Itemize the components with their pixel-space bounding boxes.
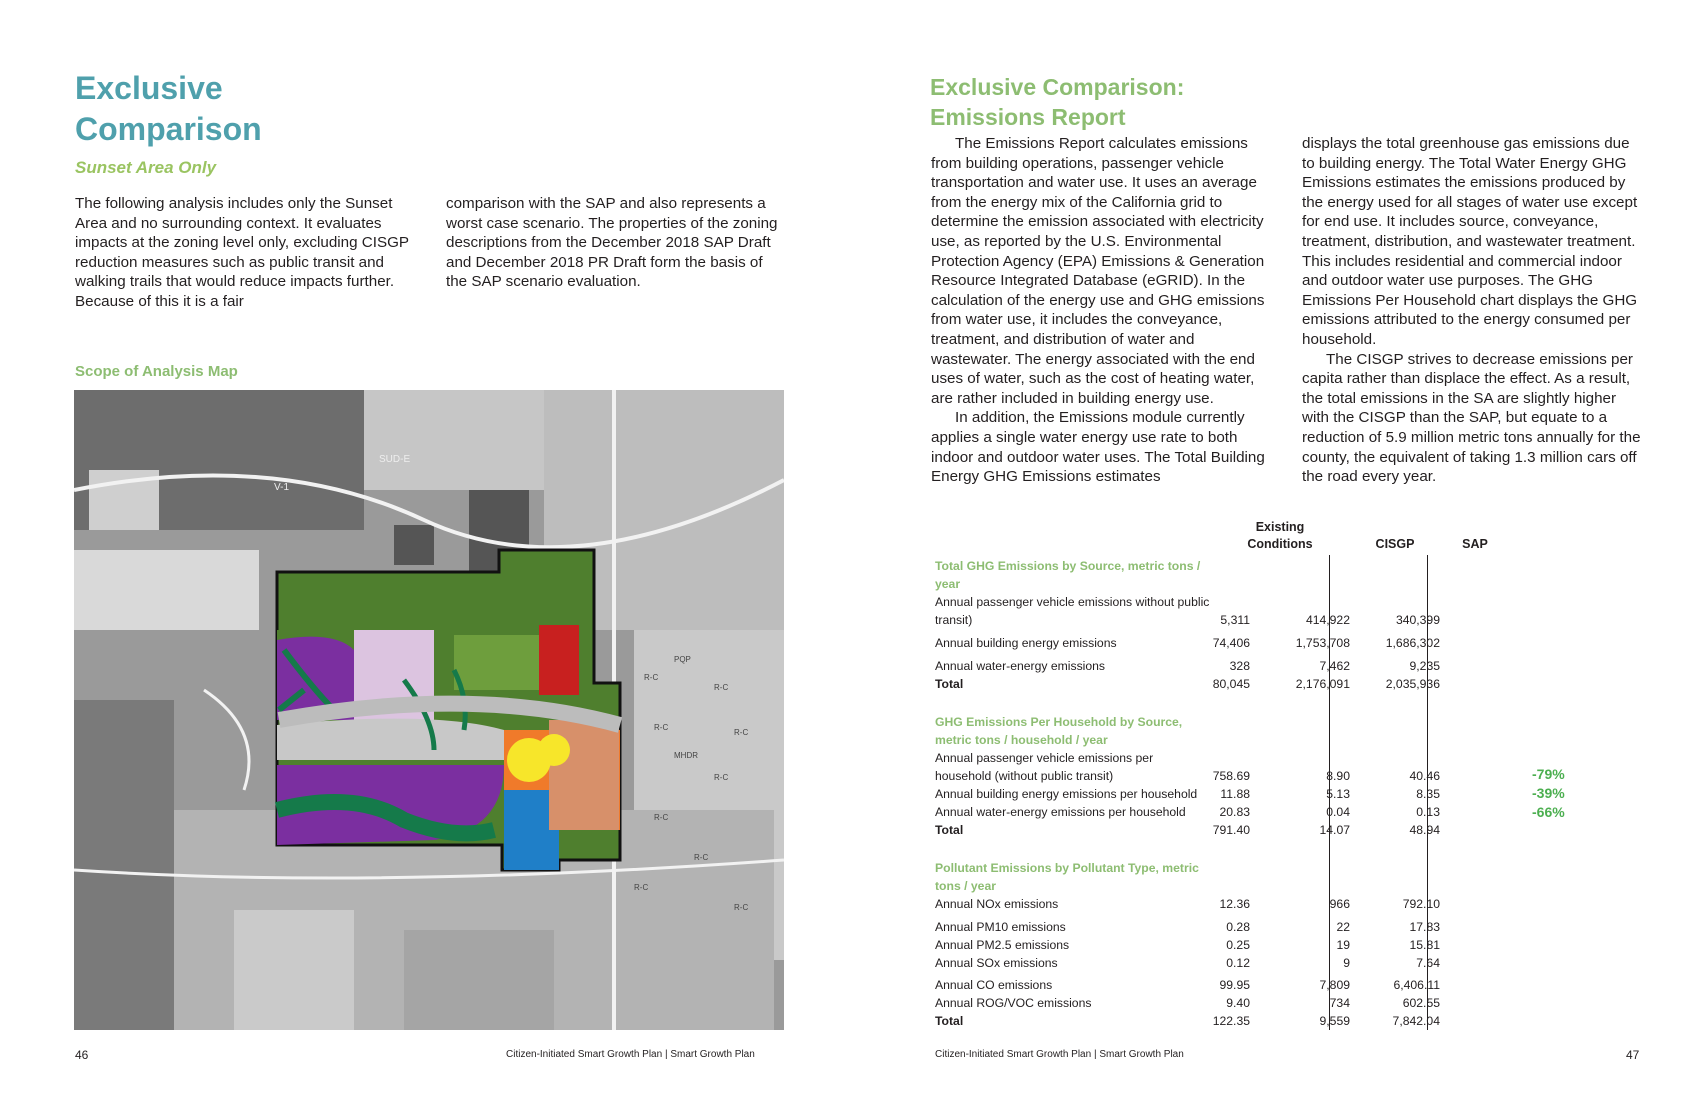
map-label-rc: R-C (644, 673, 659, 682)
title-right-line-1: Exclusive Comparison: (930, 74, 1185, 100)
map-label-rc: R-C (654, 813, 669, 822)
map-label-sud-e: SUD-E (379, 454, 411, 465)
map-label-rc: R-C (694, 853, 709, 862)
col-header-cisgp: CISGP (1375, 537, 1415, 551)
emissions-paragraph-4: The CISGP strives to decrease emissions per capita rather than displace the effect. As a result, the total emissions in the SA are slightly higher with the CISGP than the SAP, but equate to a reduction of 5.9 million metric tons annually for the county, the equivalent of taking 1.3 million cars off the road every year. (1302, 350, 1641, 486)
emissions-text-col1 (931, 134, 1271, 487)
reduction-badge: -66% (1532, 804, 1565, 820)
title-line-1: Exclusive (75, 70, 223, 106)
map-label-v1: V-1 (274, 482, 290, 493)
map-label-rc: R-C (634, 883, 649, 892)
page-title-right (930, 72, 1184, 132)
page-number-left: 46 (75, 1048, 89, 1062)
emissions-text-col2 (1302, 134, 1642, 487)
intro-paragraph-col1: The following analysis includes only the Sunset Area and no surrounding context. It evaluates impacts at the zoning level only, excluding CISGP reduction measures such as public transit and walking trails that would reduce impacts further. Because of this it is a fair (75, 195, 409, 310)
map-label-rc: R-C (734, 728, 749, 737)
subtitle: Sunset Area Only (75, 158, 217, 177)
emissions-paragraph-3: displays the total greenhouse gas emissions due to building energy. The Total Water Energy GHG Emissions estimates the emissions produced by the energy used for all stages of water use except for end use. It includes source, conveyance, treatment, distribution, and wastewater treatment. This includes residential and commercial indoor and outdoor water use purposes. The GHG Emissions Per Household chart displays the GHG emissions attributed to the energy consumed per household. (1302, 135, 1638, 348)
col-header-sap: SAP (1462, 537, 1488, 551)
map-label-rc: R-C (654, 723, 669, 732)
emissions-paragraph-1: The Emissions Report calculates emissions from building operations, passenger vehicle transportation and water use. It uses an average from the energy mix of the California grid to determine the emission associated with electricity use, as reported by the U.S. Environmental Protection Agency (EPA) Emissions & Generation Resource Integrated Database (eGRID). In the calculation of the energy use and GHG emissions from water use, it includes the conveyance, treatment, and distribution of water and wastewater. The energy associated with the end uses of water, such as the cost of heating water, are rather included in building energy use. (931, 135, 1265, 407)
title-line-2: Comparison (75, 111, 262, 147)
emissions-paragraph-2: In addition, the Emissions module currently applies a single water energy use rate to both indoor and outdoor water uses. The Total Building Energy GHG Emissions estimates (931, 409, 1265, 486)
reduction-badge: -79% (1532, 766, 1565, 782)
reduction-badge: -39% (1532, 785, 1565, 801)
page-number-right: 47 (1626, 1048, 1640, 1062)
scope-of-analysis-map (74, 390, 784, 1030)
page-title-left (75, 68, 262, 150)
col-header-existing: Existing Conditions (1247, 520, 1313, 551)
footer-left: Citizen-Initiated Smart Growth Plan | Smart Growth Plan (506, 1049, 755, 1060)
title-right-line-2: Emissions Report (930, 104, 1126, 130)
map-label-rc: R-C (734, 903, 749, 912)
map-label-rc: R-C (714, 683, 729, 692)
map-graphic (74, 390, 784, 1030)
map-label-mhdr: MHDR (674, 751, 698, 760)
map-label: Scope of Analysis Map (75, 363, 238, 380)
footer-right: Citizen-Initiated Smart Growth Plan | Smart Growth Plan (935, 1049, 1184, 1060)
map-label-rc: R-C (714, 773, 729, 782)
intro-paragraph-col2: comparison with the SAP and also represents a worst case scenario. The properties of the zoning descriptions from the December 2018 SAP Draft and December 2018 PR Draft form the basis of the SAP scenario evaluation. (446, 195, 778, 291)
map-label-pqp: PQP (674, 655, 691, 664)
